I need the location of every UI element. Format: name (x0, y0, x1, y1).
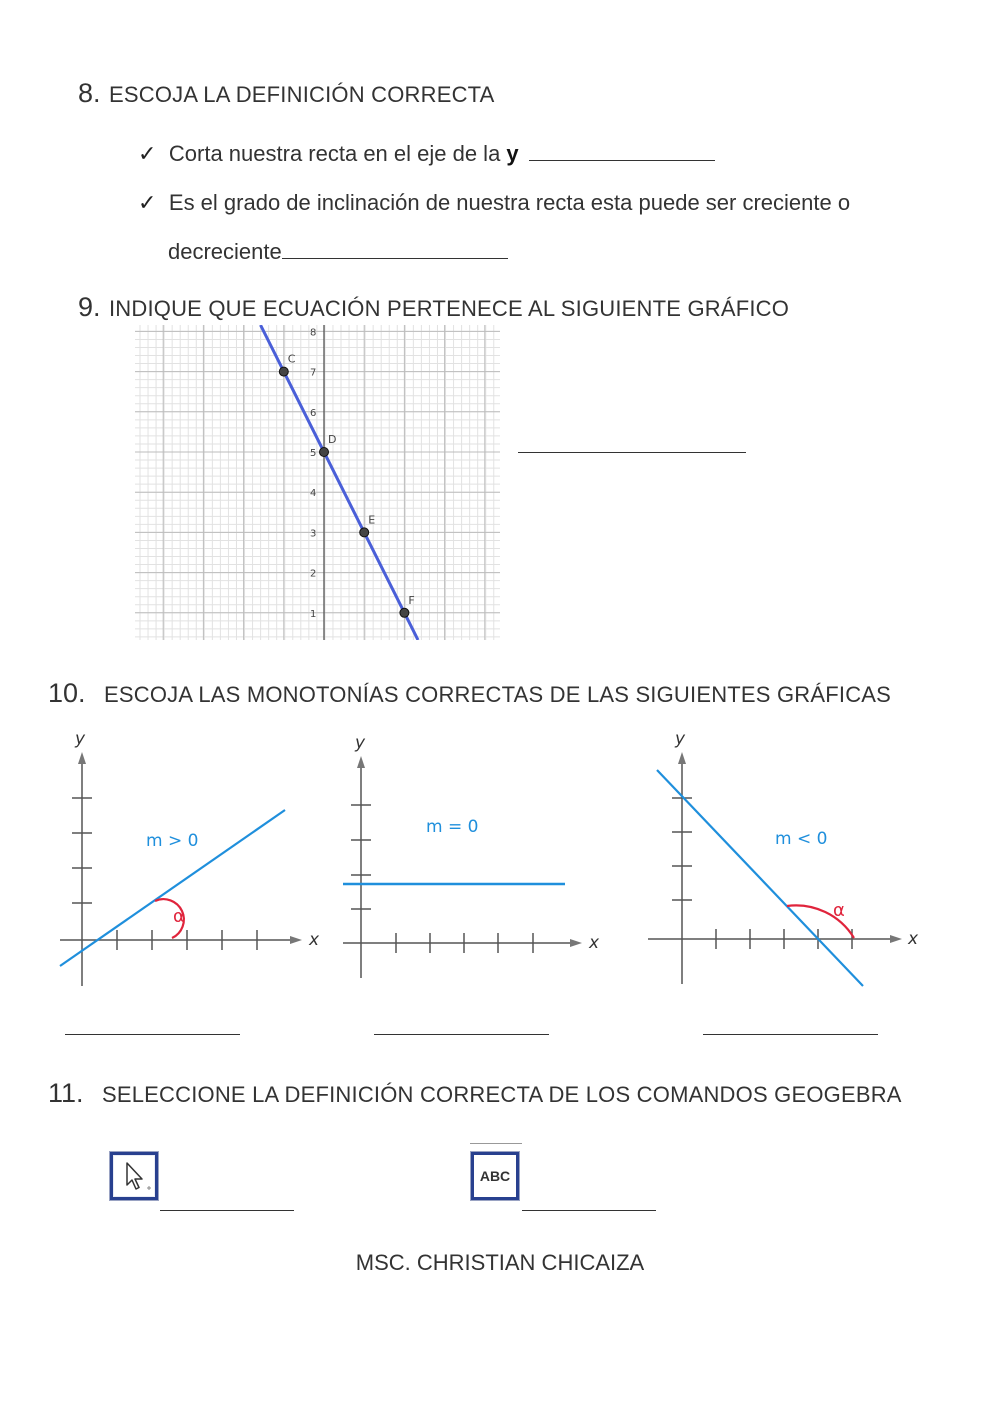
y-axis-label: y (355, 733, 366, 753)
question-title: ESCOJA LAS MONOTONÍAS CORRECTAS DE LAS SIGUIENTES GRÁFICAS (104, 682, 892, 707)
point-C (279, 367, 288, 376)
option-text: Corta nuestra recta en el eje de la (168, 141, 507, 166)
y-tick-label: 5 (310, 448, 317, 459)
option-1 (138, 141, 715, 167)
answer-blank[interactable] (282, 240, 508, 259)
y-tick-label: 4 (310, 488, 317, 500)
x-axis-arrow (290, 936, 302, 944)
answer-blank[interactable] (518, 452, 746, 453)
answer-blank-move-tool[interactable] (160, 1210, 294, 1211)
question-title: SELECCIONE LA DEFINICIÓN CORRECTA DE LOS COMANDOS GEOGEBRA (101, 1082, 902, 1107)
slope-label: m = 0 (426, 817, 479, 837)
line-graph (135, 325, 500, 640)
option-2 (138, 190, 850, 216)
point-label-F: F (408, 593, 415, 607)
y-tick-label: 7 (310, 367, 317, 379)
y-tick-label: 2 (310, 568, 317, 580)
x-axis-label: x (908, 929, 919, 949)
point-label-D: D (328, 433, 337, 446)
question-8 (78, 78, 495, 109)
point-E (360, 528, 369, 537)
function-line (657, 770, 863, 986)
y-tick-label: 6 (310, 407, 317, 419)
question-11 (48, 1078, 902, 1109)
y-tick-label: 3 (310, 528, 317, 540)
y-tick-label: 8 (310, 327, 317, 339)
slope-label: m < 0 (775, 829, 828, 849)
y-axis-arrow (678, 752, 686, 764)
question-title: ESCOJA LA DEFINICIÓN CORRECTA (108, 82, 495, 107)
author-name: MSC. CHRISTIAN CHICAIZA (355, 1250, 645, 1275)
answer-blank-1[interactable] (65, 1034, 240, 1035)
graph-positive-slope (55, 728, 335, 993)
question-number: 8. (78, 78, 101, 108)
y-axis-arrow (78, 752, 86, 764)
grid (135, 325, 500, 640)
option-text: Es el grado de inclinación de nuestra recta esta puede ser creciente o (168, 190, 851, 215)
cursor-arrow-icon (113, 1155, 155, 1197)
angle-label: α (833, 900, 845, 921)
graph-negative-slope (645, 728, 930, 993)
question-number: 9. (78, 292, 101, 322)
answer-blank[interactable] (529, 142, 715, 161)
checkmark-icon: ✓ (138, 191, 157, 216)
option-bold-text: y (506, 141, 519, 166)
x-axis-arrow (890, 935, 902, 943)
angle-label: α (173, 906, 185, 927)
x-axis-arrow (570, 939, 582, 947)
question-number: 10. (48, 678, 86, 708)
icon-top-rule (470, 1143, 522, 1144)
x-axis-label: x (589, 933, 600, 953)
point-label-E: E (368, 513, 376, 527)
text-tool-label: ABC (474, 1155, 516, 1197)
answer-blank-text-tool[interactable] (522, 1210, 656, 1211)
y-axis-label: y (75, 729, 86, 749)
option-text-continuation: decreciente (168, 239, 282, 264)
question-title: INDIQUE QUE ECUACIÓN PERTENECE AL SIGUIENTE GRÁFICO (108, 296, 790, 321)
y-tick-label: 1 (310, 608, 317, 620)
slope-label: m > 0 (146, 831, 199, 851)
point-D (320, 448, 329, 457)
graph-zero-slope (340, 728, 610, 993)
text-tool-icon (471, 1152, 519, 1200)
checkmark-icon: ✓ (138, 142, 157, 167)
answer-blank-3[interactable] (703, 1034, 878, 1035)
y-axis-label: y (675, 729, 686, 749)
y-axis-arrow (357, 756, 365, 768)
option-2-continuation (168, 239, 508, 265)
question-number: 11. (48, 1078, 84, 1108)
answer-blank-2[interactable] (374, 1034, 549, 1035)
question-9 (78, 292, 789, 323)
question-10 (48, 678, 891, 709)
point-label-C: C (287, 352, 296, 366)
point-F (400, 608, 409, 617)
x-axis-label: x (309, 930, 320, 950)
move-tool-icon (110, 1152, 158, 1200)
